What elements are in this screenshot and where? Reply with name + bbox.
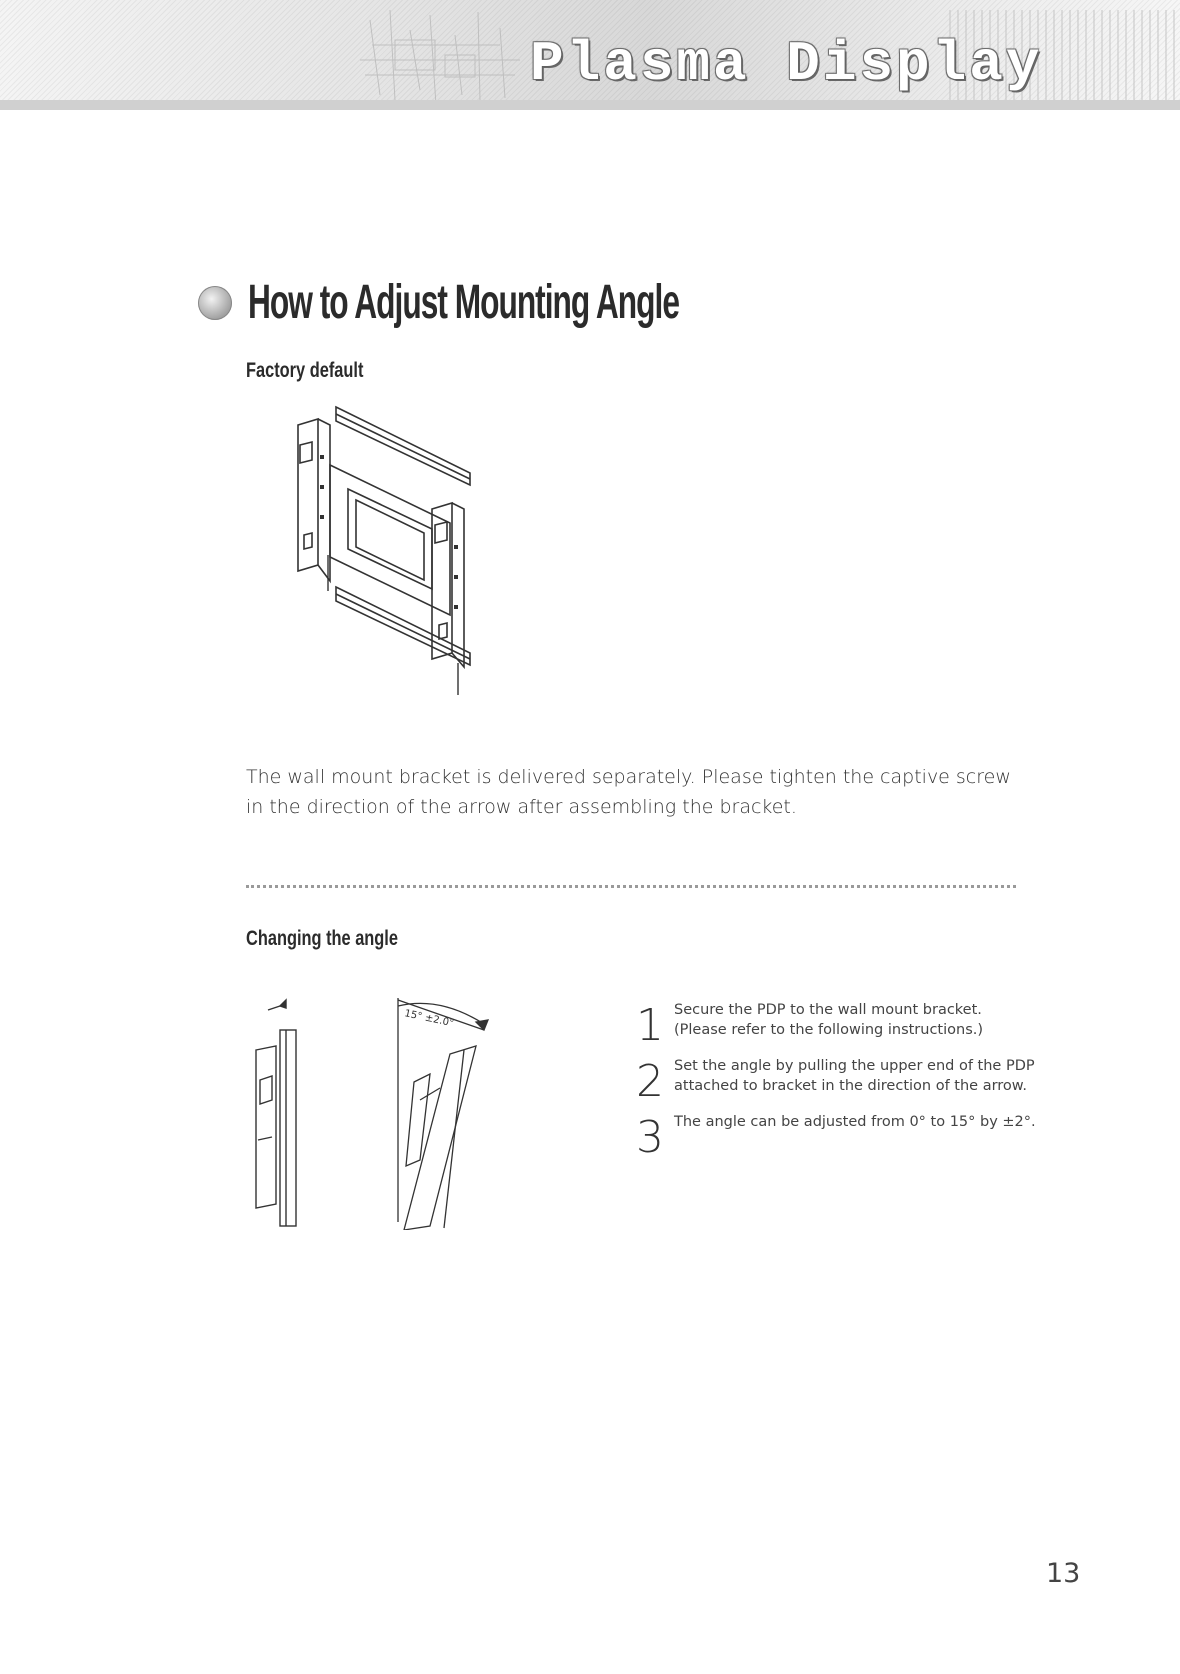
step-text: Secure the PDP to the wall mount bracket. (Please refer to the following instructions.) [674,1002,984,1038]
step-number: 3 [636,1112,664,1163]
step-text: Set the angle by pulling the upper end of the PDP attached to bracket in the direction of the arrow. [674,1058,1035,1094]
changing-angle-heading: Changing the angle [246,927,398,950]
page-number: 13 [1046,1558,1081,1589]
step-item [636,1000,1036,1051]
steps-list [636,1000,1036,1168]
tilted-view-figure [380,990,520,1230]
step-number: 1 [636,1000,664,1051]
wall-mount-bracket-figure [290,405,490,705]
header-banner [0,0,1180,110]
step-item [636,1112,1036,1163]
page-title: How to Adjust Mounting Angle [248,276,679,329]
factory-default-heading: Factory default [246,359,364,382]
section-bullet-icon [198,286,232,320]
factory-default-description: The wall mount bracket is delivered separately. Please tighten the captive screw in the direction of the arrow after assembling the bracket. [246,766,1011,818]
step-text: The angle can be adjusted from 0° to 15° by ±2°. [674,1114,1036,1130]
tilt-angle-label: 15° ±2.0° [403,1008,455,1030]
side-view-figure [246,990,326,1230]
section-divider [246,885,1016,888]
step-number: 2 [636,1056,664,1107]
step-item [636,1056,1036,1107]
banner-title: Plasma Display [530,32,1043,96]
